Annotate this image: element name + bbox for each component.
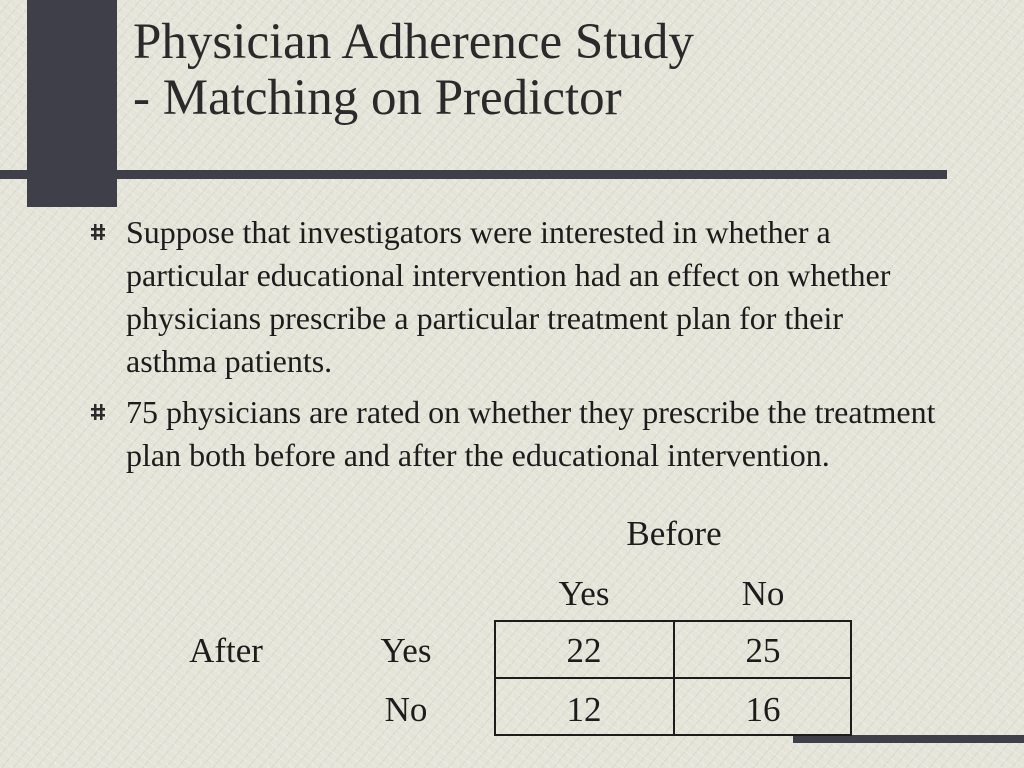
bullet-item [90, 211, 940, 383]
table-cell: 25 [745, 631, 781, 670]
table-divider-horizontal [494, 677, 852, 679]
table-row-label-no: No [384, 690, 428, 729]
table-cell: 16 [745, 690, 781, 729]
table-column-label-yes: Yes [558, 574, 610, 613]
table-row-header: After [189, 631, 263, 670]
slide-title-line-1: Physician Adherence Study [133, 14, 694, 70]
table-column-header: Before [626, 514, 722, 553]
footer-rule [793, 735, 1024, 743]
bullet-text: 75 physicians are rated on whether they prescribe the treatment plan both before and after the educational intervention. [126, 394, 936, 473]
table-cell: 22 [566, 631, 602, 670]
bullet-list [90, 211, 940, 485]
bullet-text: Suppose that investigators were interested in whether a particular educational intervention had an effect on whether physicians prescribe a particular treatment plan for their asthma patients. [126, 214, 891, 379]
title-divider-rule [0, 170, 947, 179]
bullet-item [90, 391, 940, 477]
hash-bullet-icon [90, 223, 106, 241]
table-cell: 12 [566, 690, 602, 729]
slide-title-line-2: - Matching on Predictor [133, 70, 622, 126]
hash-bullet-icon [90, 403, 106, 421]
table-column-label-no: No [741, 574, 785, 613]
table-row-label-yes: Yes [380, 631, 432, 670]
slide-title [133, 14, 694, 126]
